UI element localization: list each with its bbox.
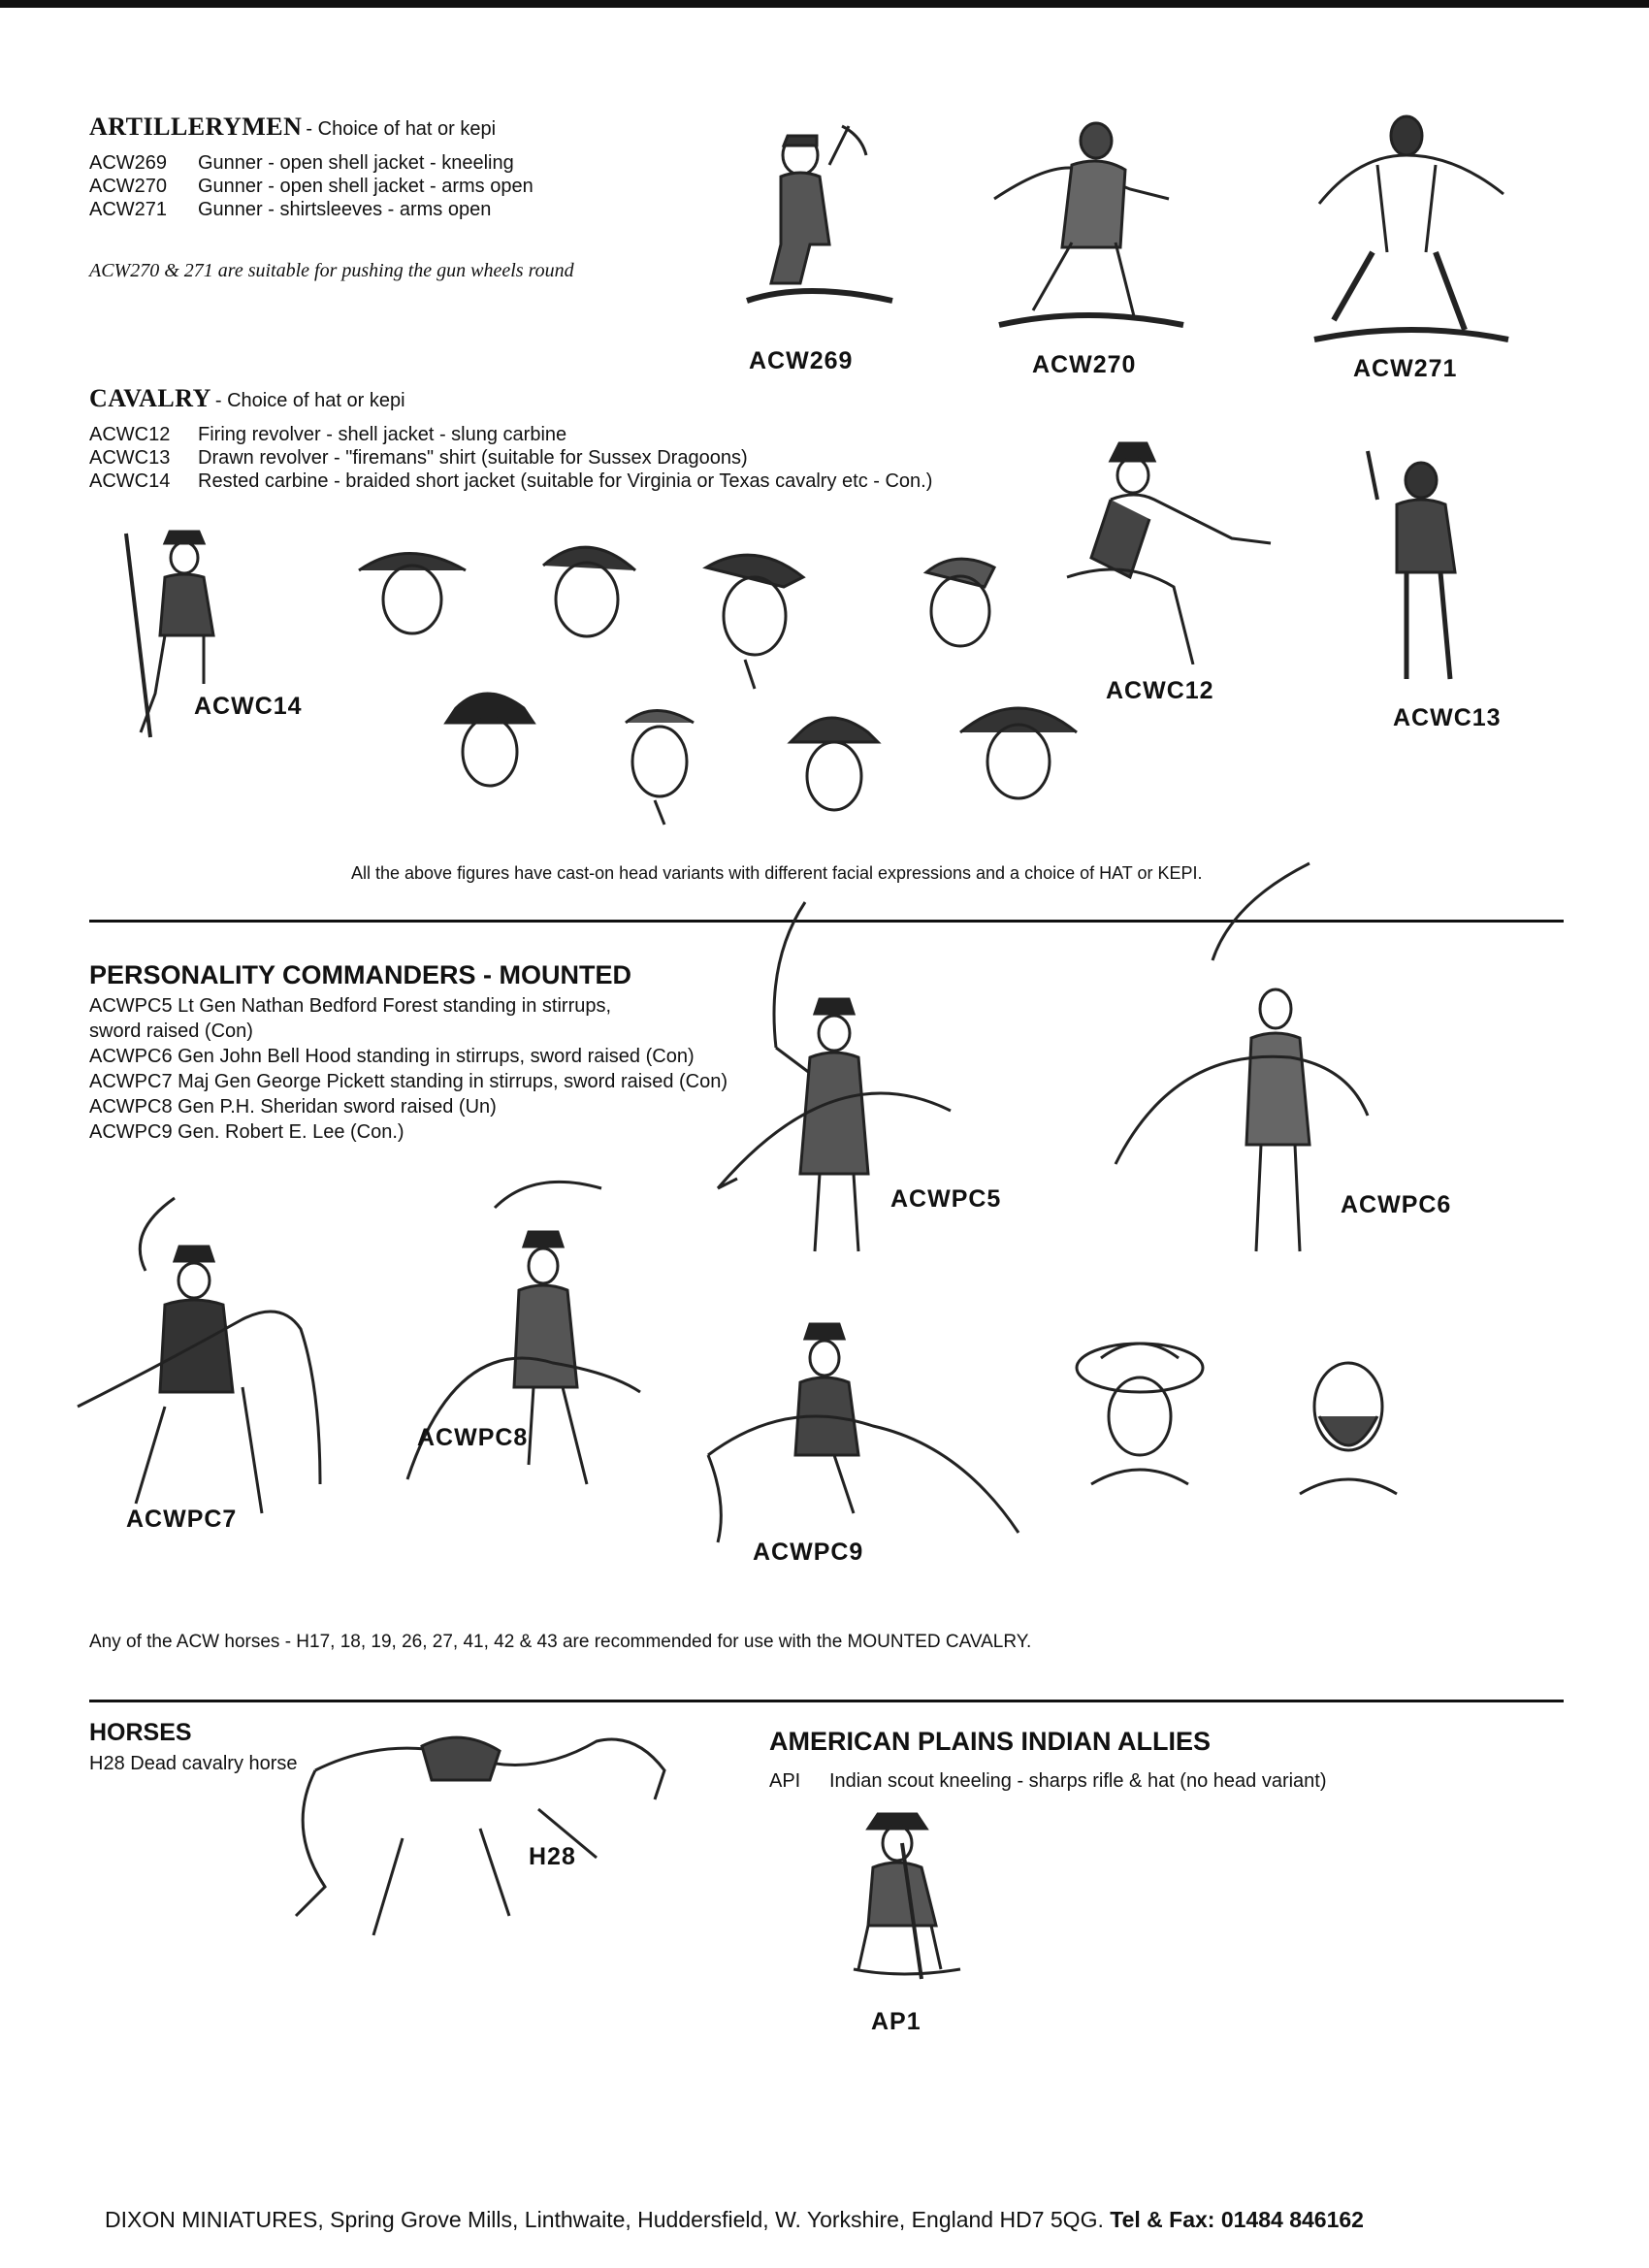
indians-item: API Indian scout kneeling - sharps rifle & hat (no head variant) (769, 1770, 1327, 1792)
figure-ap1-illustration (834, 1804, 970, 1989)
list-item: ACW269 Gunner - open shell jacket - kneeling (89, 152, 514, 174)
artillery-subtitle: - Choice of hat or kepi (306, 118, 497, 140)
head-variant-icon (606, 694, 713, 829)
portrait-head-icon (1072, 1329, 1208, 1494)
commanders-list (89, 993, 728, 1145)
head-variant-icon (436, 679, 543, 805)
artillery-note: ACW270 & 271 are suitable for pushing the gun wheels round (89, 260, 574, 281)
label-acw269: ACW269 (749, 347, 854, 374)
head-variant-icon (781, 703, 888, 829)
label-acwpc5: ACWPC5 (890, 1185, 1002, 1213)
list-item: ACWC12 Firing revolver - shell jacket - slung carbine (89, 424, 567, 445)
head-variant-icon (349, 532, 475, 648)
section-divider (89, 1700, 1564, 1702)
label-acw271: ACW271 (1353, 355, 1458, 382)
label-acwc13: ACWC13 (1393, 704, 1502, 731)
horses-title: HORSES (89, 1719, 192, 1746)
list-item: ACWPC6 Gen John Bell Hood standing in stirrups, sword raised (Con) (89, 1046, 695, 1067)
label-acwpc8: ACWPC8 (417, 1424, 529, 1451)
footer-address: DIXON MINIATURES, Spring Grove Mills, Linthwaite, Huddersfield, W. Yorkshire, England HD7 5QG. (105, 2207, 1104, 2232)
footer (105, 2207, 1364, 2233)
figure-acw269-illustration (728, 116, 912, 320)
figure-acwc12-illustration (1057, 432, 1280, 664)
artillery-heading (89, 113, 496, 142)
list-item: ACWC13 Drawn revolver - "firemans" shirt (suitable for Sussex Dragoons) (89, 447, 748, 469)
figure-acwpc7-illustration (68, 1193, 340, 1542)
list-item: sword raised (Con) (89, 1021, 253, 1042)
horses-item: H28 Dead cavalry horse (89, 1753, 298, 1774)
top-border (0, 0, 1649, 8)
list-item: ACWPC9 Gen. Robert E. Lee (Con.) (89, 1121, 404, 1143)
cavalry-subtitle: - Choice of hat or kepi (214, 390, 405, 411)
label-h28: H28 (529, 1843, 576, 1870)
cavalry-title: CAVALRY (89, 384, 211, 412)
head-variant-icon (696, 538, 813, 694)
label-acwc12: ACWC12 (1106, 677, 1214, 704)
cavalry-list (89, 423, 932, 493)
artillery-list (89, 151, 534, 221)
head-variant-icon (529, 527, 645, 653)
figure-acwpc9-illustration (698, 1319, 1028, 1552)
label-ap1: AP1 (871, 2008, 922, 2035)
list-item: ACWC14 Rested carbine - braided short jacket (suitable for Virginia or Texas cavalry etc - Con.) (89, 470, 933, 492)
label-acwpc9: ACWPC9 (753, 1539, 864, 1566)
cavalry-variants-note: All the above figures have cast-on head variants with different facial expressions and a choice of HAT or KEPI. (351, 863, 1203, 883)
figure-h28-illustration (286, 1732, 674, 1955)
horses-recommendation-note: Any of the ACW horses - H17, 18, 19, 26, 27, 41, 42 & 43 are recommended for use with the MOUNTED CAVALRY. (89, 1632, 1032, 1652)
commanders-title: PERSONALITY COMMANDERS - MOUNTED (89, 960, 632, 989)
footer-phone: Tel & Fax: 01484 846162 (1110, 2207, 1364, 2232)
head-variant-icon (907, 543, 1014, 660)
figure-acw270-illustration (989, 107, 1193, 340)
label-acwpc7: ACWPC7 (126, 1506, 238, 1533)
label-acwpc6: ACWPC6 (1341, 1191, 1452, 1218)
label-acw270: ACW270 (1032, 351, 1137, 378)
cavalry-heading (89, 384, 405, 413)
list-item: ACWPC7 Maj Gen George Pickett standing in stirrups, sword raised (Con) (89, 1071, 728, 1092)
artillery-title: ARTILLERYMEN (89, 113, 303, 141)
label-acwc14: ACWC14 (194, 693, 303, 720)
figure-acw271-illustration (1300, 107, 1523, 349)
portrait-head-icon (1290, 1348, 1406, 1504)
list-item: ACW271 Gunner - shirtsleeves - arms open (89, 199, 492, 220)
figure-acwc13-illustration (1348, 441, 1494, 694)
list-item: ACWPC8 Gen P.H. Sheridan sword raised (Un) (89, 1096, 497, 1118)
indians-title: AMERICAN PLAINS INDIAN ALLIES (769, 1727, 1212, 1756)
list-item: ACW270 Gunner - open shell jacket - arms open (89, 176, 534, 197)
head-variant-icon (951, 689, 1086, 815)
list-item: ACWPC5 Lt Gen Nathan Bedford Forest standing in stirrups, (89, 995, 612, 1017)
